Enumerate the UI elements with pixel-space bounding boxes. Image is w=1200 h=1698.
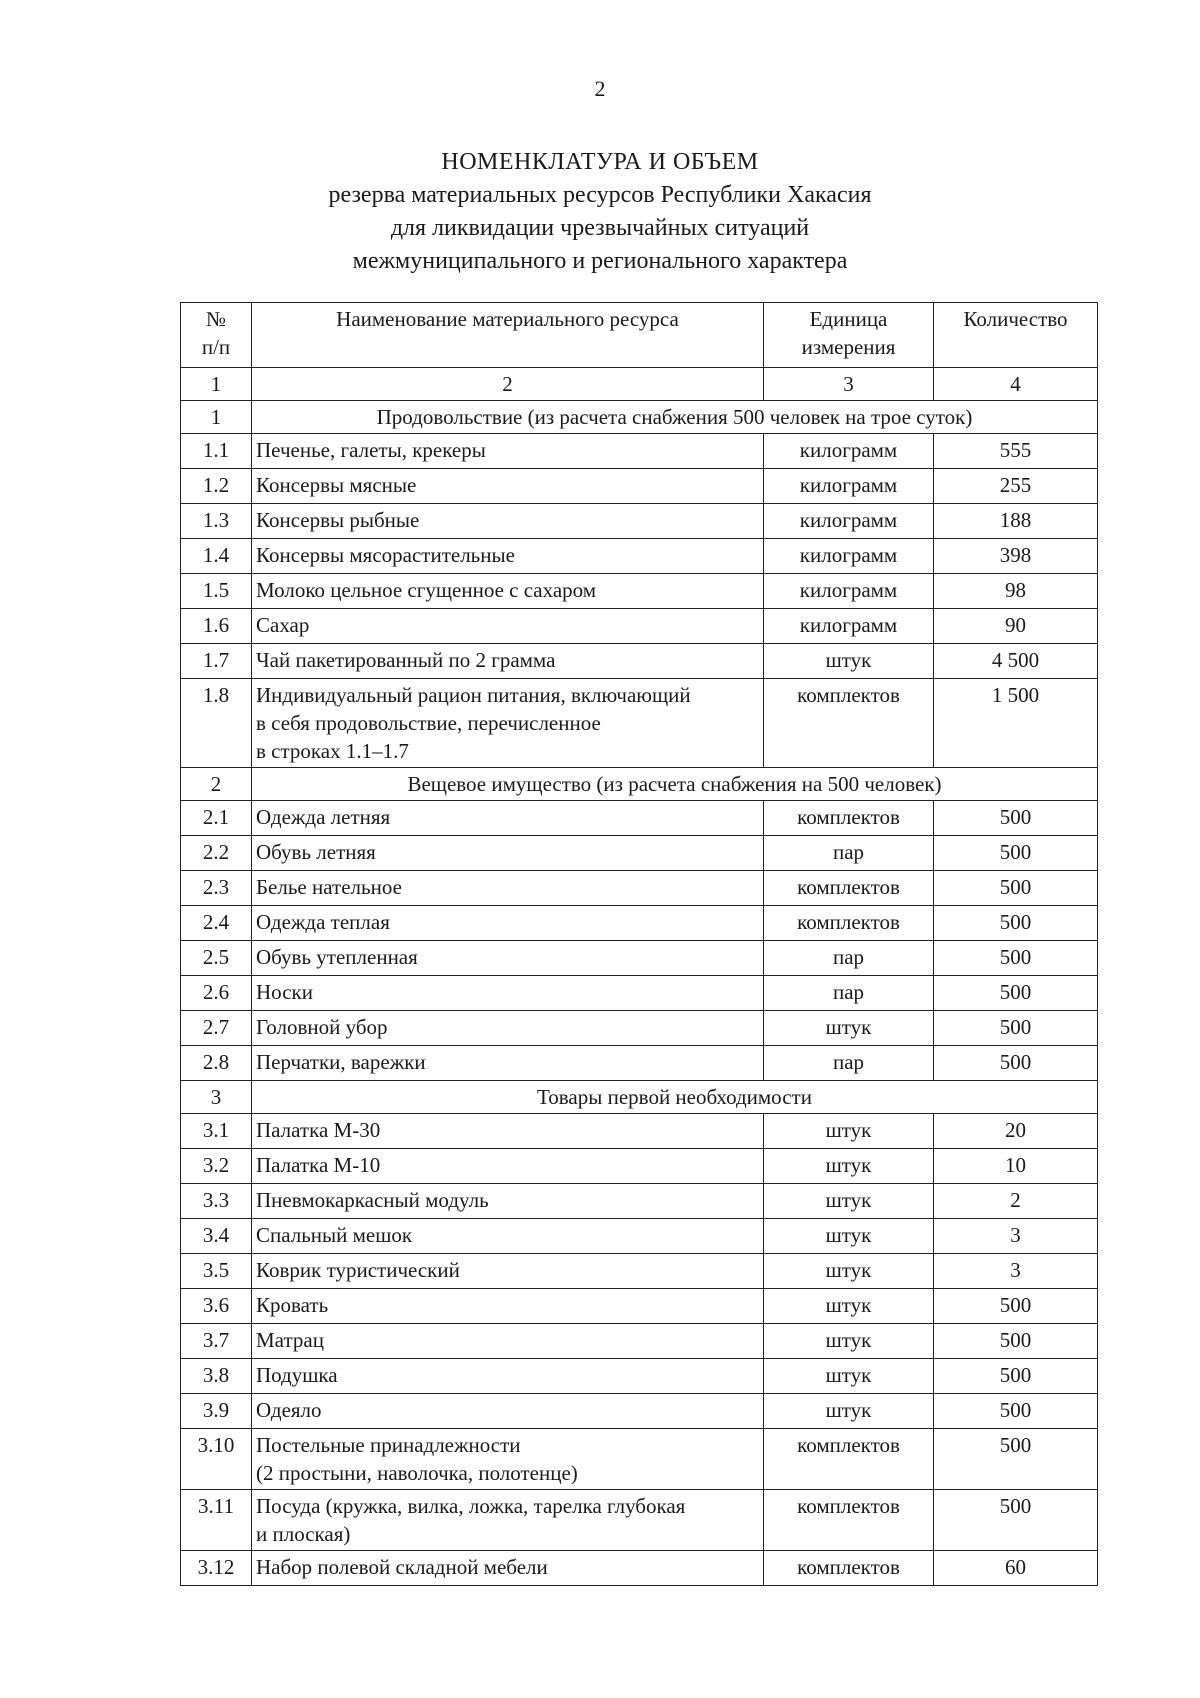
item-unit: пар <box>764 941 934 976</box>
item-number: 1.1 <box>181 434 252 469</box>
item-unit: комплектов <box>764 906 934 941</box>
table-row <box>181 469 1098 504</box>
item-name-line: Консервы рыбные <box>256 508 420 532</box>
item-unit: штук <box>764 1394 934 1429</box>
item-number: 3.11 <box>181 1490 252 1551</box>
item-unit: штук <box>764 1254 934 1289</box>
item-unit: штук <box>764 1289 934 1324</box>
item-number: 3.10 <box>181 1429 252 1490</box>
table-row <box>181 1490 1098 1551</box>
item-quantity: 500 <box>934 1394 1098 1429</box>
column-numbers-row <box>181 368 1098 401</box>
item-quantity: 398 <box>934 539 1098 574</box>
item-name <box>252 1254 764 1289</box>
item-quantity: 500 <box>934 1490 1098 1551</box>
section-row <box>181 768 1098 801</box>
column-number-4: 4 <box>934 368 1098 401</box>
item-name <box>252 941 764 976</box>
item-quantity: 500 <box>934 1046 1098 1081</box>
item-number: 3.1 <box>181 1114 252 1149</box>
item-quantity: 500 <box>934 1289 1098 1324</box>
item-unit: штук <box>764 644 934 679</box>
item-name <box>252 574 764 609</box>
item-name <box>252 434 764 469</box>
table-row <box>181 976 1098 1011</box>
item-unit: пар <box>764 1046 934 1081</box>
item-name-line: Одежда летняя <box>256 805 391 829</box>
item-number: 3.4 <box>181 1219 252 1254</box>
item-quantity: 255 <box>934 469 1098 504</box>
header-qty: Количество <box>934 303 1098 368</box>
item-number: 3.6 <box>181 1289 252 1324</box>
document-title <box>0 146 1200 278</box>
item-name-line: Сахар <box>256 613 310 637</box>
item-number: 2.3 <box>181 871 252 906</box>
section-title: Вещевое имущество (из расчета снабжения на 500 человек) <box>252 768 1098 801</box>
item-name-line: Головной убор <box>256 1015 388 1039</box>
section-number: 1 <box>181 401 252 434</box>
table-row <box>181 644 1098 679</box>
item-number: 3.2 <box>181 1149 252 1184</box>
table-header-row <box>181 303 1098 368</box>
item-unit: пар <box>764 836 934 871</box>
item-unit: килограмм <box>764 539 934 574</box>
item-quantity: 188 <box>934 504 1098 539</box>
item-quantity: 500 <box>934 976 1098 1011</box>
item-name-line: Матрац <box>256 1328 324 1352</box>
table-row <box>181 1046 1098 1081</box>
item-name-line: Чай пакетированный по 2 грамма <box>256 648 556 672</box>
table-row <box>181 1254 1098 1289</box>
item-quantity: 500 <box>934 1429 1098 1490</box>
item-name-line: Подушка <box>256 1363 338 1387</box>
item-name-line: Спальный мешок <box>256 1223 413 1247</box>
table-row <box>181 609 1098 644</box>
item-name <box>252 1551 764 1586</box>
item-number: 3.8 <box>181 1359 252 1394</box>
item-number: 2.2 <box>181 836 252 871</box>
item-unit: комплектов <box>764 679 934 768</box>
item-name <box>252 1046 764 1081</box>
item-unit: килограмм <box>764 574 934 609</box>
item-name <box>252 1429 764 1490</box>
item-name-line: Индивидуальный рацион питания, включающий <box>256 683 691 707</box>
item-name <box>252 1490 764 1551</box>
item-name <box>252 1394 764 1429</box>
item-name-line: Одежда теплая <box>256 910 390 934</box>
item-unit: штук <box>764 1359 934 1394</box>
item-quantity: 500 <box>934 1324 1098 1359</box>
item-name-line: Постельные принадлежности <box>256 1433 521 1457</box>
item-number: 3.7 <box>181 1324 252 1359</box>
item-name-line: Молоко цельное сгущенное с сахаром <box>256 578 597 602</box>
item-quantity: 500 <box>934 836 1098 871</box>
page-number: 2 <box>594 76 606 101</box>
item-quantity: 90 <box>934 609 1098 644</box>
item-number: 2.4 <box>181 906 252 941</box>
header-unit-line-2: измерения <box>801 335 896 359</box>
item-unit: килограмм <box>764 469 934 504</box>
item-unit: килограмм <box>764 434 934 469</box>
item-name-line: и плоская) <box>256 1522 351 1546</box>
column-number-1: 1 <box>181 368 252 401</box>
item-name-line: Белье нательное <box>256 875 402 899</box>
table-row <box>181 1289 1098 1324</box>
item-name-line: Палатка М-30 <box>256 1118 381 1142</box>
table-row <box>181 941 1098 976</box>
table-row <box>181 1429 1098 1490</box>
table-row <box>181 574 1098 609</box>
item-quantity: 1 500 <box>934 679 1098 768</box>
title-line-2: резерва материальных ресурсов Республики Хакасия <box>328 182 872 208</box>
item-number: 2.1 <box>181 801 252 836</box>
table-row <box>181 539 1098 574</box>
table-row <box>181 1359 1098 1394</box>
item-name-line: в себя продовольствие, перечисленное <box>256 711 601 735</box>
item-name-line: (2 простыни, наволочка, полотенце) <box>256 1461 578 1485</box>
item-name <box>252 679 764 768</box>
table-row <box>181 906 1098 941</box>
item-name <box>252 1359 764 1394</box>
title-line-3: для ликвидации чрезвычайных ситуаций <box>390 215 810 241</box>
item-number: 2.7 <box>181 1011 252 1046</box>
item-unit: комплектов <box>764 1429 934 1490</box>
item-number: 3.9 <box>181 1394 252 1429</box>
header-unit <box>764 303 934 368</box>
item-name <box>252 609 764 644</box>
item-name-line: Одеяло <box>256 1398 322 1422</box>
table-row <box>181 1551 1098 1586</box>
item-name-line: Набор полевой складной мебели <box>256 1555 548 1579</box>
table-row <box>181 1219 1098 1254</box>
table-row <box>181 1324 1098 1359</box>
item-name <box>252 836 764 871</box>
item-unit: штук <box>764 1011 934 1046</box>
item-number: 1.8 <box>181 679 252 768</box>
item-number: 3.3 <box>181 1184 252 1219</box>
section-number: 2 <box>181 768 252 801</box>
table-row <box>181 1011 1098 1046</box>
item-unit: штук <box>764 1324 934 1359</box>
item-name <box>252 1114 764 1149</box>
table-row <box>181 871 1098 906</box>
item-number: 3.12 <box>181 1551 252 1586</box>
item-quantity: 10 <box>934 1149 1098 1184</box>
item-name-line: Консервы мясные <box>256 473 417 497</box>
header-num-line-2: п/п <box>201 335 231 359</box>
section-row <box>181 1081 1098 1114</box>
item-quantity: 500 <box>934 871 1098 906</box>
section-row <box>181 401 1098 434</box>
section-title: Товары первой необходимости <box>252 1081 1098 1114</box>
item-quantity: 98 <box>934 574 1098 609</box>
title-line-4: межмуниципального и регионального характера <box>352 248 848 274</box>
table-row <box>181 1114 1098 1149</box>
item-number: 1.3 <box>181 504 252 539</box>
section-title: Продовольствие (из расчета снабжения 500 человек на трое суток) <box>252 401 1098 434</box>
table-row <box>181 504 1098 539</box>
item-number: 2.6 <box>181 976 252 1011</box>
item-name-line: Пневмокаркасный модуль <box>256 1188 489 1212</box>
item-name-line: Коврик туристический <box>256 1258 460 1282</box>
item-quantity: 500 <box>934 1359 1098 1394</box>
item-quantity: 3 <box>934 1254 1098 1289</box>
header-unit-line-1: Единица <box>809 307 888 331</box>
item-quantity: 500 <box>934 1011 1098 1046</box>
item-number: 3.5 <box>181 1254 252 1289</box>
item-unit: штук <box>764 1114 934 1149</box>
table-row <box>181 434 1098 469</box>
item-name-line: Обувь утепленная <box>256 945 418 969</box>
item-name <box>252 1149 764 1184</box>
item-name <box>252 906 764 941</box>
item-name <box>252 644 764 679</box>
item-name-line: Посуда (кружка, вилка, ложка, тарелка глубокая <box>256 1494 686 1518</box>
item-unit: пар <box>764 976 934 1011</box>
item-number: 1.2 <box>181 469 252 504</box>
item-number: 1.4 <box>181 539 252 574</box>
item-number: 2.8 <box>181 1046 252 1081</box>
item-quantity: 4 500 <box>934 644 1098 679</box>
item-name <box>252 871 764 906</box>
item-unit: штук <box>764 1219 934 1254</box>
column-number-2: 2 <box>252 368 764 401</box>
item-name <box>252 1011 764 1046</box>
item-name-line: Перчатки, варежки <box>256 1050 426 1074</box>
item-name <box>252 801 764 836</box>
item-name-line: Носки <box>256 980 313 1004</box>
title-line-1: НОМЕНКЛАТУРА И ОБЪЕМ <box>441 149 759 175</box>
item-name-line: в строках 1.1–1.7 <box>256 739 409 763</box>
item-number: 1.6 <box>181 609 252 644</box>
header-name: Наименование материального ресурса <box>252 303 764 368</box>
item-quantity: 3 <box>934 1219 1098 1254</box>
item-unit: килограмм <box>764 609 934 644</box>
item-name <box>252 1219 764 1254</box>
item-number: 2.5 <box>181 941 252 976</box>
item-number: 1.5 <box>181 574 252 609</box>
table-row <box>181 1394 1098 1429</box>
item-number: 1.7 <box>181 644 252 679</box>
item-unit: штук <box>764 1184 934 1219</box>
item-name <box>252 1184 764 1219</box>
item-unit: комплектов <box>764 801 934 836</box>
item-name-line: Консервы мясорастительные <box>256 543 515 567</box>
header-num-line-1: № <box>205 307 227 331</box>
item-quantity: 500 <box>934 801 1098 836</box>
table-row <box>181 836 1098 871</box>
item-name-line: Печенье, галеты, крекеры <box>256 438 486 462</box>
item-name <box>252 469 764 504</box>
nomenclature-table <box>180 302 1098 1586</box>
item-unit: штук <box>764 1149 934 1184</box>
item-name <box>252 976 764 1011</box>
column-number-3: 3 <box>764 368 934 401</box>
table-row <box>181 679 1098 768</box>
item-name-line: Кровать <box>256 1293 329 1317</box>
table-row <box>181 1149 1098 1184</box>
item-quantity: 500 <box>934 906 1098 941</box>
item-unit: комплектов <box>764 1551 934 1586</box>
header-num <box>181 303 252 368</box>
table-row <box>181 801 1098 836</box>
item-name-line: Палатка М-10 <box>256 1153 381 1177</box>
item-quantity: 20 <box>934 1114 1098 1149</box>
item-unit: килограмм <box>764 504 934 539</box>
item-unit: комплектов <box>764 871 934 906</box>
item-name <box>252 504 764 539</box>
item-name <box>252 1289 764 1324</box>
item-name-line: Обувь летняя <box>256 840 376 864</box>
item-unit: комплектов <box>764 1490 934 1551</box>
item-name <box>252 1324 764 1359</box>
item-quantity: 555 <box>934 434 1098 469</box>
section-number: 3 <box>181 1081 252 1114</box>
item-quantity: 2 <box>934 1184 1098 1219</box>
table-row <box>181 1184 1098 1219</box>
item-quantity: 60 <box>934 1551 1098 1586</box>
item-name <box>252 539 764 574</box>
item-quantity: 500 <box>934 941 1098 976</box>
